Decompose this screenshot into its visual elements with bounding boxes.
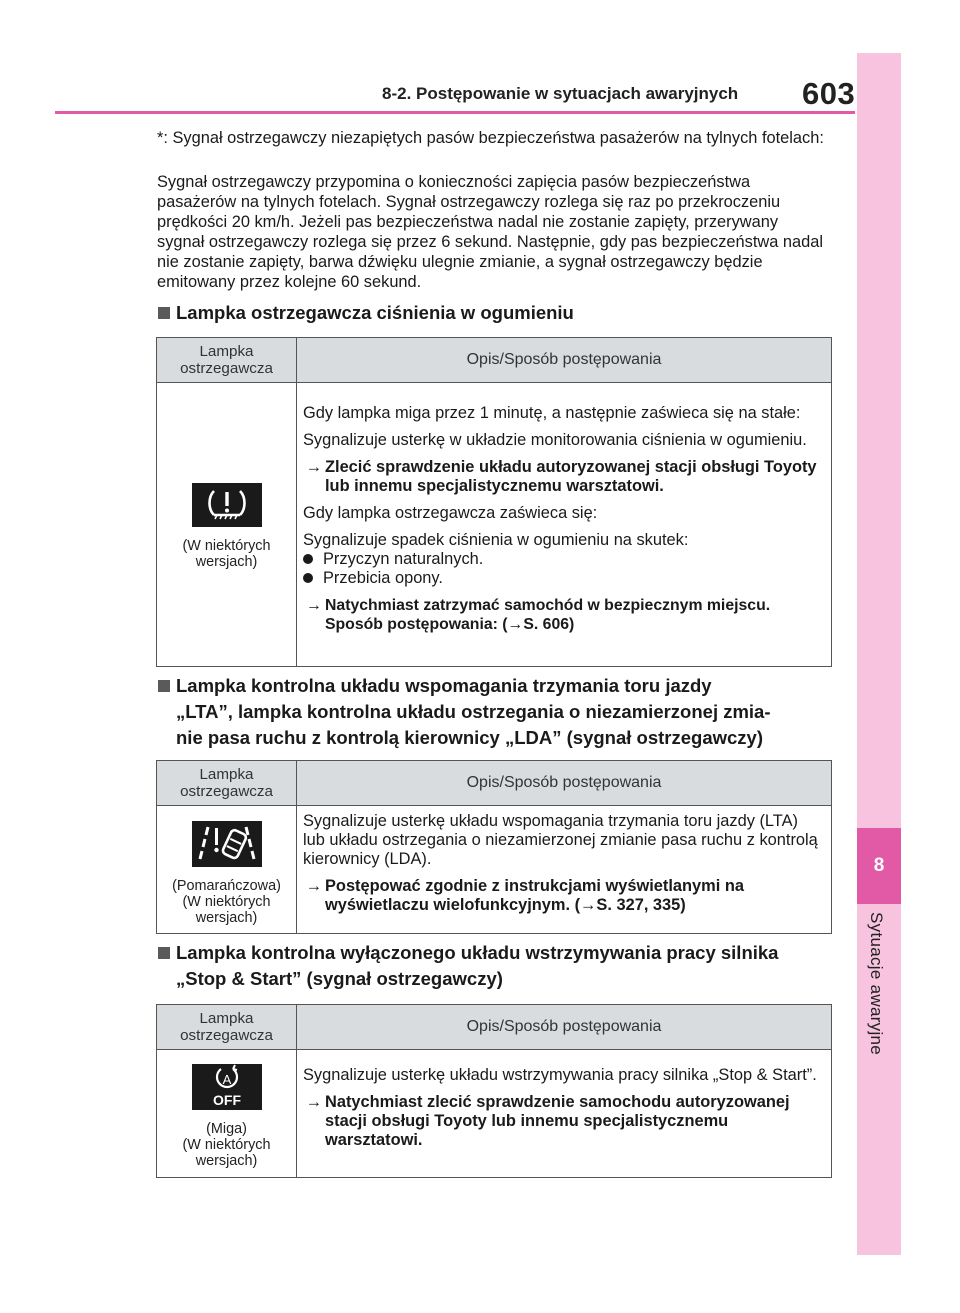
arrow-icon: → bbox=[305, 877, 323, 895]
bullet-item: Przyczyn naturalnych. bbox=[303, 550, 823, 569]
description-text: Sygnalizuje usterkę w układzie monitorowania ciśnienia w ogumieniu. bbox=[303, 430, 807, 449]
chapter-number-badge: 8 bbox=[857, 828, 901, 904]
table-row bbox=[157, 806, 832, 934]
section-heading-lta-lda: Lampka kontrolna układu wspomagania trzymania toru jazdy „LTA”, lampka kontrolna układu ostrzegania o niezamierzonej zmia- nie pasa ruchu z kontrolą kierownicy „LDA” (sygnał ostrzegawczy) bbox=[157, 673, 852, 751]
col-header-description: Opis/Sposób postępowania bbox=[297, 1005, 832, 1050]
lamp-cell bbox=[157, 1050, 297, 1178]
description-text: Sygnalizuje usterkę układu wspomagania trzymania toru jazdy (LTA) lub układu ostrzegania o niezamierzonej zmianie pasa ruchu z kontrolą kierownicy (LDA). bbox=[303, 812, 818, 868]
arrow-icon: → bbox=[305, 457, 323, 476]
section-header: 8-2. Postępowanie w sytuacjach awaryjnych bbox=[382, 84, 739, 103]
chapter-title: Sytuacje awaryjne bbox=[867, 912, 886, 1056]
square-bullet-icon bbox=[158, 947, 170, 959]
col-header-description: Opis/Sposób postępowania bbox=[297, 338, 832, 383]
description-text: Gdy lampka miga przez 1 minutę, a następnie zaświeca się na stałe: bbox=[303, 403, 801, 422]
table-header-row bbox=[157, 761, 832, 806]
table-header-row bbox=[157, 1005, 832, 1050]
action-item: → Natychmiast zlecić sprawdzenie samochodu autoryzowanej stacji obsługi Toyoty lub innemu specjalistycznemu warsztatowi. bbox=[303, 1093, 823, 1150]
arrow-icon: → bbox=[305, 1092, 323, 1111]
off-label: OFF bbox=[212, 1092, 241, 1108]
col-header-lamp: Lampka ostrzegawcza bbox=[157, 1005, 297, 1050]
chapter-side-tab bbox=[857, 53, 901, 1255]
stop-start-off-icon bbox=[192, 1064, 262, 1110]
square-bullet-icon bbox=[158, 307, 170, 319]
bullet-dot-icon bbox=[303, 554, 313, 564]
arrow-icon: → bbox=[306, 596, 322, 614]
description-cell bbox=[297, 806, 832, 934]
lamp-caption: (Pomarańczowa) (W niektórych wersjach) bbox=[172, 878, 281, 926]
description-text: Sygnalizuje spadek ciśnienia w ogumieniu na skutek: bbox=[303, 530, 689, 549]
warning-table-stop-start bbox=[156, 1004, 832, 1178]
description-cell bbox=[297, 383, 832, 667]
description-cell bbox=[297, 1050, 832, 1178]
col-header-description: Opis/Sposób postępowania bbox=[297, 761, 832, 806]
description-text: Gdy lampka ostrzegawcza zaświeca się: bbox=[303, 503, 598, 522]
lane-departure-warning-icon bbox=[192, 821, 262, 867]
tire-pressure-warning-icon bbox=[192, 483, 262, 527]
warning-table-lta-lda bbox=[156, 760, 832, 934]
section-heading-stop-start: Lampka kontrolna wyłączonego układu wstrzymywania pracy silnika „Stop & Start” (sygnał ostrzegawczy) bbox=[157, 940, 852, 992]
page-number: 603 bbox=[802, 76, 856, 111]
footnote-text: *: Sygnał ostrzegawczy niezapiętych pasów bezpieczeństwa pasażerów na tylnych fotelach: bbox=[157, 129, 824, 147]
action-item: → Zlecić sprawdzenie układu autoryzowanej stacji obsługi Toyoty lub innemu specjalistycznemu warsztatowi. bbox=[303, 458, 823, 496]
table-row bbox=[157, 383, 832, 667]
table-header-row bbox=[157, 338, 832, 383]
lamp-cell bbox=[157, 806, 297, 934]
warning-table-tire-pressure bbox=[156, 337, 832, 667]
stop-start-letter: A bbox=[222, 1072, 231, 1087]
lamp-caption: (W niektórych wersjach) bbox=[182, 538, 271, 570]
lamp-caption: (Miga) (W niektórych wersjach) bbox=[182, 1121, 271, 1169]
col-header-lamp: Lampka ostrzegawcza bbox=[157, 338, 297, 383]
bullet-dot-icon bbox=[303, 573, 313, 583]
description-text: Sygnalizuje usterkę układu wstrzymywania pracy silnika „Stop & Start”. bbox=[303, 1065, 817, 1084]
table-row bbox=[157, 1050, 832, 1178]
lamp-cell bbox=[157, 383, 297, 667]
action-item: → Postępować zgodnie z instrukcjami wyświetlanymi na wyświetlaczu wielofunkcyjnym. (→S. 327, 335) bbox=[303, 877, 823, 915]
col-header-lamp: Lampka ostrzegawcza bbox=[157, 761, 297, 806]
action-item: → Natychmiast zatrzymać samochód w bezpiecznym miejscu. Sposób postępowania: (→S. 606) bbox=[303, 596, 823, 634]
bullet-item: Przebicia opony. bbox=[303, 569, 823, 588]
section-heading-tire-pressure: Lampka ostrzegawcza ciśnienia w ogumieniu bbox=[157, 300, 852, 326]
header-divider bbox=[55, 111, 855, 114]
intro-paragraph: Sygnał ostrzegawczy przypomina o konieczności zapięcia pasów bezpieczeństwa pasażerów na tylnych fotelach. Sygnał ostrzegawczy rozlega się raz po przekroczeniu prędkości 20 km/h. Jeżeli pas bezpieczeństwa nadal nie zostanie zapięty, przerywany sygnał ostrzegawczy rozlega się przez 6 sekund. Następnie, gdy pas bezpieczeństwa nadal nie zostanie zapięty, barwa dźwięku ulegnie zmianie, a sygnał ostrzegawczy będzie emitowany przez kolejne 60 sekund. bbox=[157, 173, 824, 291]
square-bullet-icon bbox=[158, 680, 170, 692]
